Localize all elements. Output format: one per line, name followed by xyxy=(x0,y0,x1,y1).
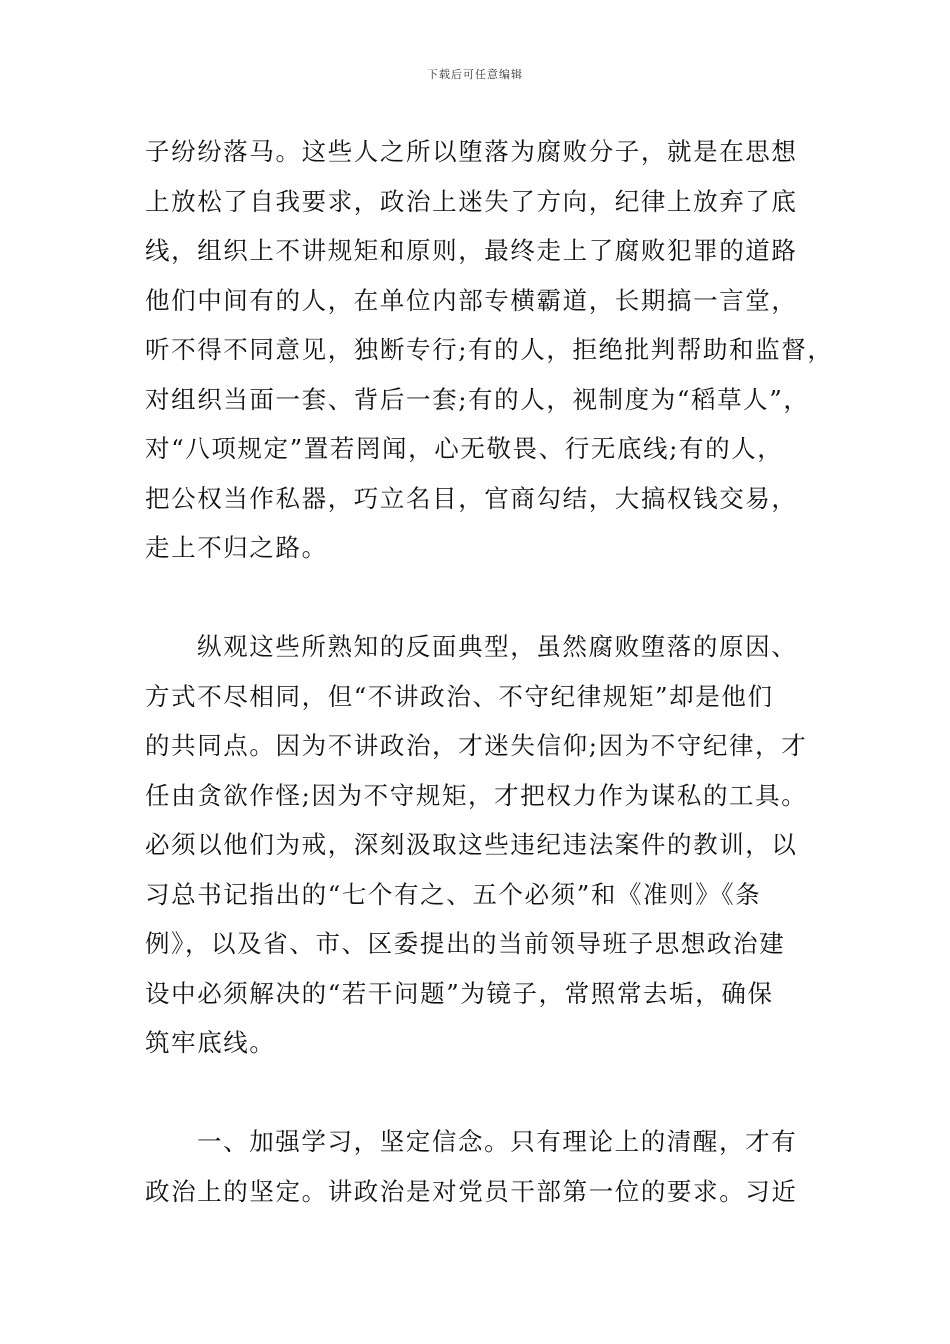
text-line: 一、加强学习，坚定信念。只有理论上的清醒，才有 xyxy=(197,1127,798,1156)
page-header: 下载后可任意编辑 xyxy=(427,68,523,81)
text-line: 把公权当作私器，巧立名目，官商勾结，大搞权钱交易， xyxy=(145,483,798,513)
text-line: 他们中间有的人，在单位内部专横霸道，长期搞一言堂， xyxy=(145,285,798,315)
text-line: 子纷纷落马。这些人之所以堕落为腐败分子，就是在思想 xyxy=(145,137,798,166)
text-line: 对“八项规定”置若罔闻，心无敬畏、行无底线;有的人， xyxy=(145,434,784,463)
text-line: 设中必须解决的“若干问题”为镜子，常照常去垢，确保 xyxy=(145,978,774,1008)
text-line: 纵观这些所熟知的反面典型，虽然腐败堕落的原因、 xyxy=(197,632,798,661)
paragraph-gap xyxy=(145,573,810,623)
text-line: 例》，以及省、市、区委提出的当前领导班子思想政治建 xyxy=(145,929,786,958)
paragraph xyxy=(145,622,810,1068)
document-body xyxy=(145,127,834,1216)
paragraph xyxy=(145,127,834,573)
text-line: 上放松了自我要求，政治上迷失了方向，纪律上放弃了底 xyxy=(145,186,798,216)
text-line: 的共同点。因为不讲政治，才迷失信仰;因为不守纪律，才 xyxy=(145,731,808,760)
text-line: 方式不尽相同，但“不讲政治、不守纪律规矩”却是他们 xyxy=(145,681,774,711)
text-line: 任由贪欲作怪;因为不守规矩，才把权力作为谋私的工具。 xyxy=(145,780,808,810)
text-line: 政治上的坚定。讲政治是对党员干部第一位的要求。习近 xyxy=(145,1176,798,1206)
paragraph-gap xyxy=(145,1068,810,1118)
text-line: 听不得不同意见，独断专行;有的人，拒绝批判帮助和监督， xyxy=(145,335,834,364)
text-line: 走上不归之路。 xyxy=(145,533,328,562)
text-line: 筑牢底线。 xyxy=(145,1028,276,1057)
paragraph xyxy=(145,1117,810,1216)
text-line: 必须以他们为戒，深刻汲取这些违纪违法案件的教训，以 xyxy=(145,830,798,859)
text-line: 线，组织上不讲规矩和原则，最终走上了腐败犯罪的道路 xyxy=(145,236,798,265)
text-line: 对组织当面一套、背后一套;有的人，视制度为“稻草人”， xyxy=(145,384,810,414)
text-line: 习总书记指出的“七个有之、五个必须”和《准则》《条 xyxy=(145,879,762,909)
